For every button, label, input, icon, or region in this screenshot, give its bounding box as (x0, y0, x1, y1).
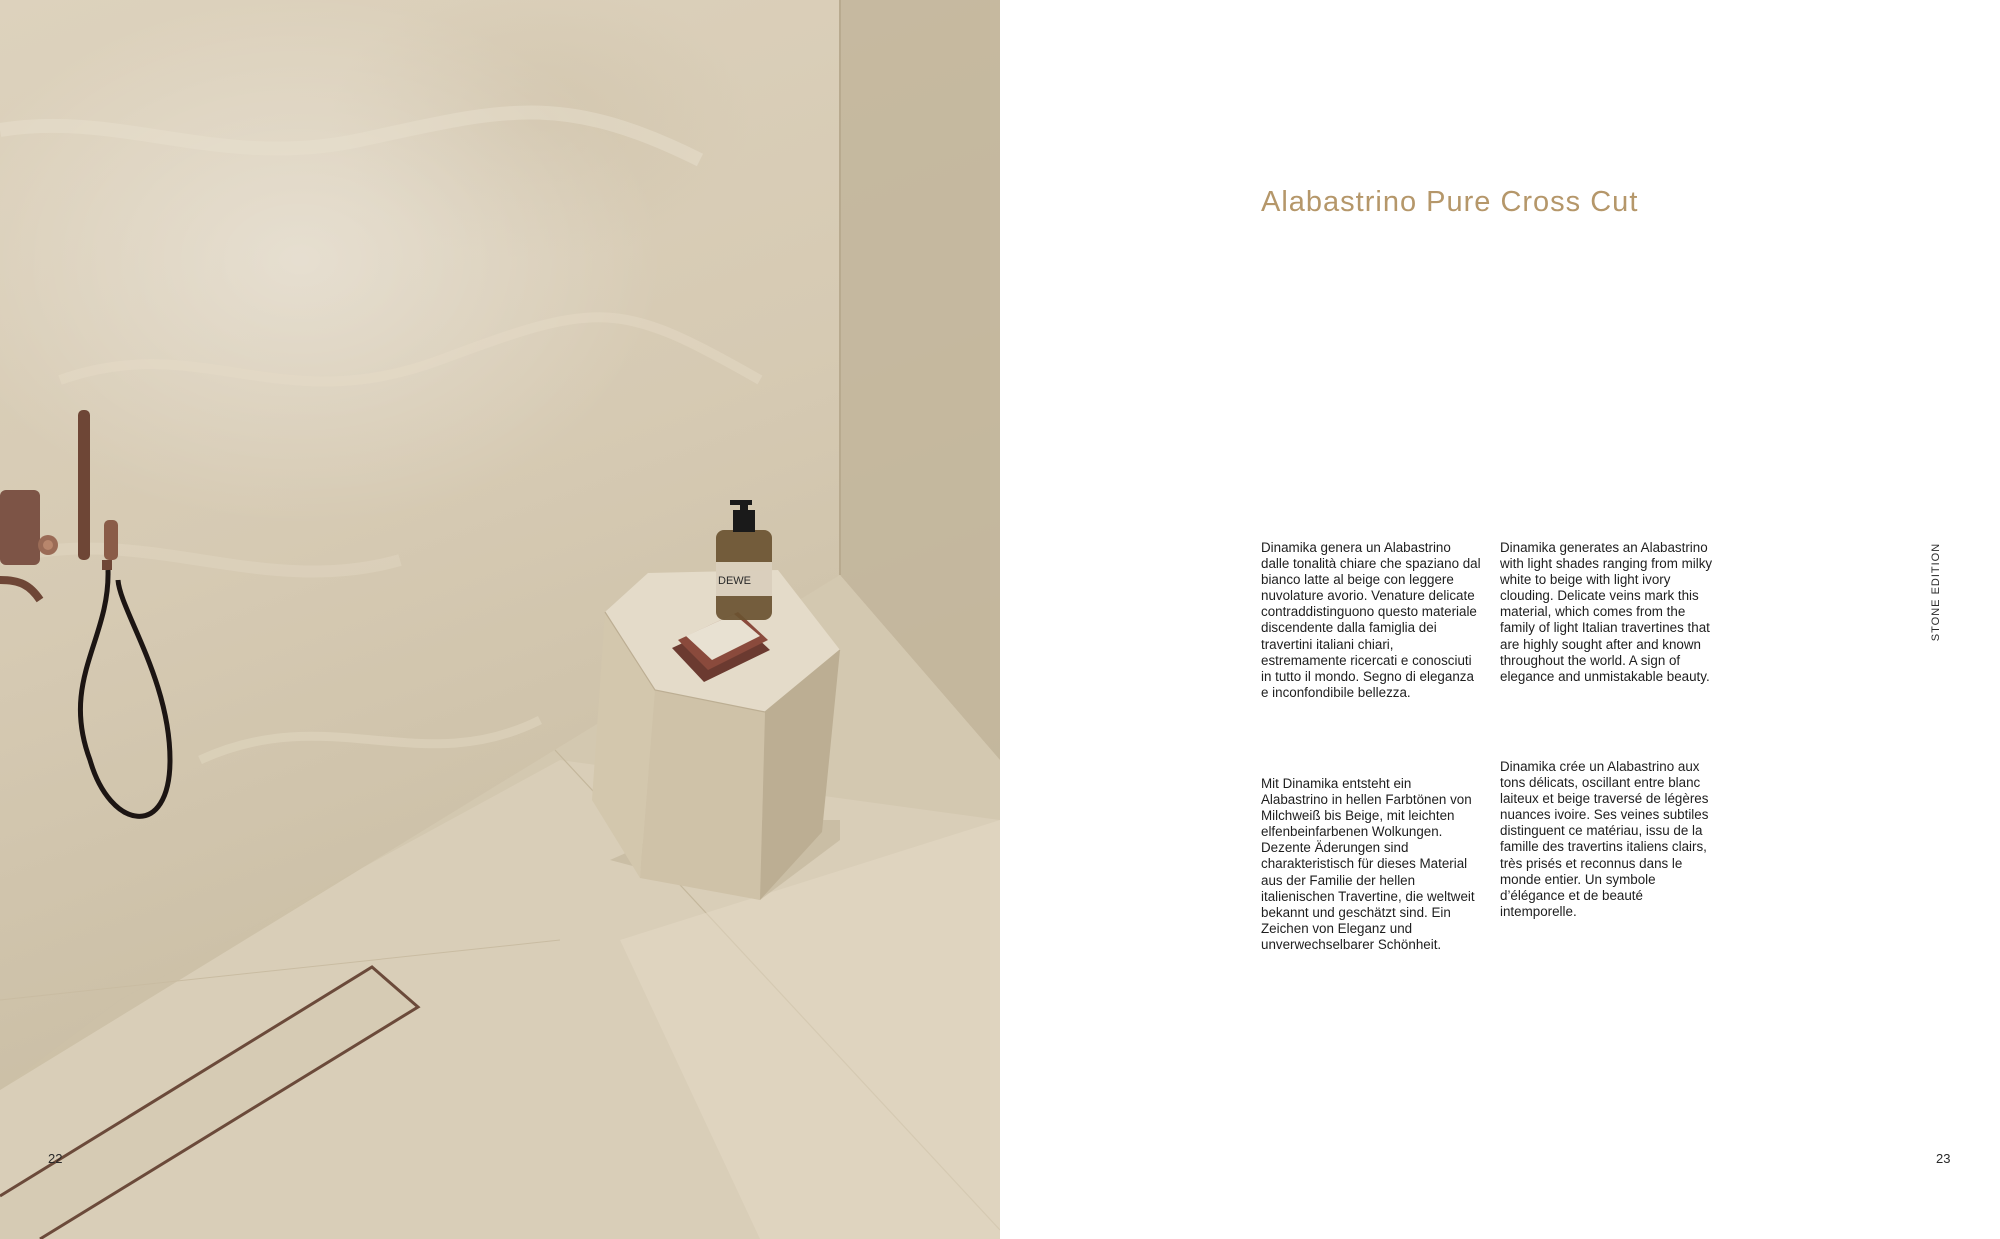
faucet-plate (0, 490, 40, 565)
text-italian: Dinamika genera un Alabastrino dalle tonalità chiare che spaziano dal bianco latte al beige con leggere nuvolature avorio. Venature delicate contraddistinguono questo materiale discendente dalla famiglia dei travertini italiani chiari, estremamente ricercati e conosciuti in tutto il mondo. Segno di eleganza e inconfondibile bellezza. (1261, 540, 1481, 700)
side-label: STONE EDITION (1930, 542, 1942, 642)
page-number-right: 23 (1936, 1151, 1951, 1166)
text-french: Dinamika crée un Alabastrino aux tons délicats, oscillant entre blanc laiteux et beige traversé de légères nuances ivoire. Ses veines subtiles distinguent ce matériau, issu de la famille des travertins italiens clairs, très prisés et reconnus dans le monde entier. Un symbole d’élégance et de beauté intemporelle. (1500, 759, 1709, 919)
text-german: Mit Dinamika entsteht ein Alabastrino in hellen Farbtönen von Milchweiß bis Beige, mit leichten elfenbeinfarbenen Wolkungen. Dezente Äderungen sind charakteristisch für dieses Material aus der Familie der hellen italienischen Travertine, die weltweit bekannt und geschätzt sind. Ein Zeichen von Eleganz und unverwechselbarer Schönheit. (1261, 776, 1475, 952)
page-title: Alabastrino Pure Cross Cut (1261, 186, 1639, 218)
shower-hose (80, 570, 170, 816)
page-number-left: 22 (48, 1151, 63, 1166)
text-english: Dinamika generates an Alabastrino with light shades ranging from milky white to beige with light ivory clouding. Delicate veins mark this material, which comes from the family of light Italian travertines that are highly sought after and known throughout the world. A sign of elegance and unmistakable beauty. (1500, 540, 1713, 684)
soap-label-text: DEWE (718, 575, 751, 587)
